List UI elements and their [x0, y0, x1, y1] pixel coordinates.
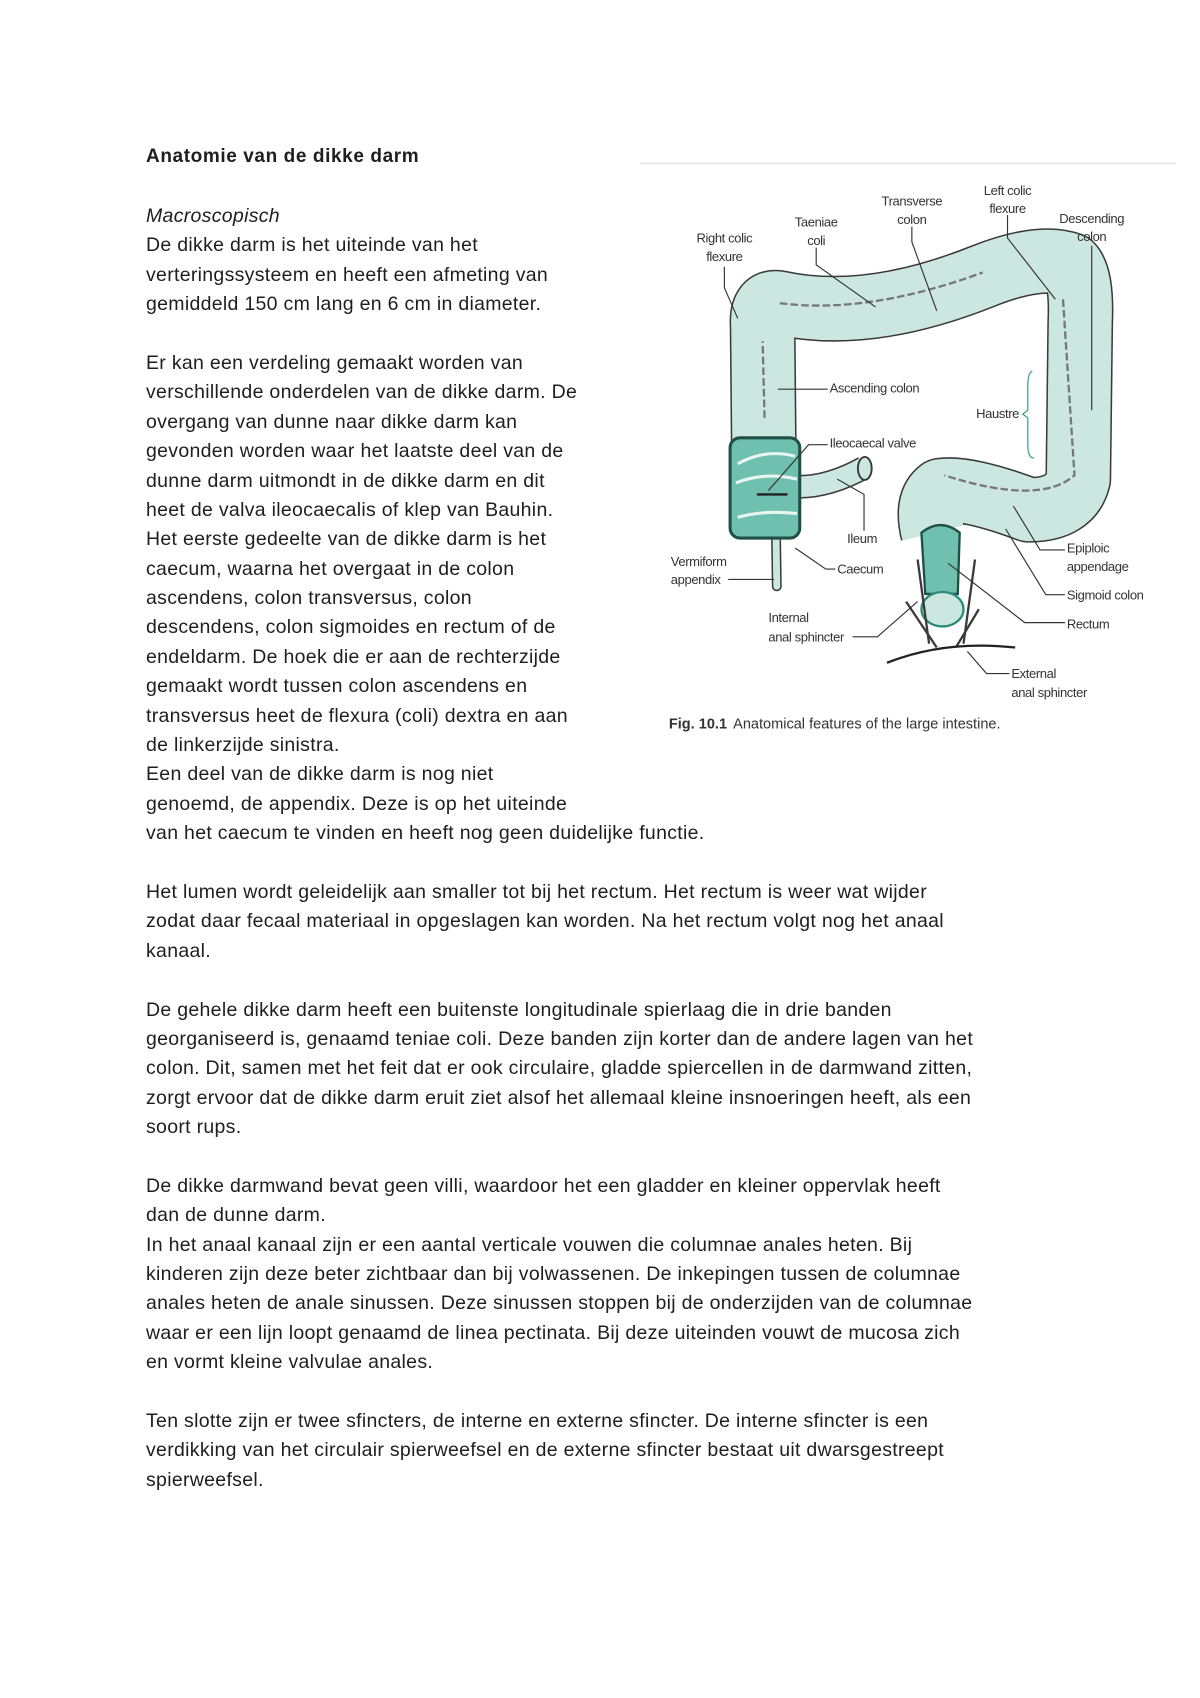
- text-line: De dikke darmwand bevat geen villi, waardoor het een gladder en kleiner oppervlak heeft: [146, 1174, 941, 1197]
- label-right-colic-flexure-2: flexure: [706, 249, 743, 265]
- paragraph-gap: [146, 849, 973, 878]
- text-line: kinderen zijn deze beter zichtbaar dan bij volwassenen. De inkepingen tussen de columnae: [146, 1263, 961, 1286]
- text-line: gemaakt wordt tussen colon ascendens en: [146, 675, 528, 698]
- text-line: dan de dunne darm.: [146, 1204, 326, 1227]
- text-line: Een deel van de dikke darm is nog niet: [146, 763, 494, 786]
- text-line: transversus heet de flexura (coli) dextra en aan: [146, 704, 568, 727]
- label-taeniae-coli: Taeniae: [794, 214, 838, 230]
- label-vermiform-appendix: Vermiform: [670, 553, 727, 569]
- text-line: gevonden worden waar het laatste deel van de: [146, 440, 564, 463]
- text-line: Ten slotte zijn er twee sfincters, de interne en externe sfincter. De interne sfincter is een: [146, 1410, 929, 1433]
- label-left-colic-flexure: Left colic: [983, 182, 1032, 198]
- text-line: soort rups.: [146, 1116, 242, 1139]
- text-line: heet de valva ileocaecalis of klep van Bauhin.: [146, 498, 554, 521]
- text-line: colon. Dit, samen met het feit dat er ook circulaire, gladde spiercellen in de darmwand zitten,: [146, 1057, 973, 1080]
- figure-caption: [669, 717, 1001, 733]
- paragraph: [146, 878, 973, 966]
- label-epiploic-appendage-2: appendage: [1066, 558, 1129, 574]
- text-line: Het lumen wordt geleidelijk aan smaller tot bij het rectum. Het rectum is weer wat wijder: [146, 880, 927, 903]
- text-line: verdikking van het circulair spierweefsel en de externe sfincter bestaat uit dwarsgestreept: [146, 1439, 944, 1462]
- label-descending-colon: Descending: [1059, 210, 1125, 226]
- label-rectum: Rectum: [1066, 616, 1110, 632]
- text-line: ascendens, colon transversus, colon: [146, 587, 472, 610]
- paragraph: [146, 1407, 973, 1495]
- paragraph-gap: [146, 966, 973, 995]
- text-line: kanaal.: [146, 939, 211, 962]
- text-line: en vormt kleine valvulae anales.: [146, 1351, 434, 1374]
- text-line: anales heten de anale sinussen. Deze sinussen stoppen bij de onderzijden van de columnae: [146, 1292, 973, 1315]
- label-caecum: Caecum: [837, 561, 884, 577]
- text-line: van het caecum te vinden en heeft nog geen duidelijke functie.: [146, 822, 705, 845]
- paragraph: [146, 1172, 973, 1378]
- large-intestine-figure: [600, 150, 1200, 770]
- paragraph: [146, 996, 973, 1143]
- text-line: de linkerzijde sinistra.: [146, 734, 340, 757]
- text-line: In het anaal kanaal zijn er een aantal verticale vouwen die columnae anales heten. Bij: [146, 1233, 913, 1256]
- label-descending-colon-2: colon: [1077, 229, 1107, 245]
- caption-text: Anatomical features of the large intestine.: [733, 716, 1001, 733]
- label-left-colic-flexure-2: flexure: [989, 201, 1026, 217]
- text-line: genoemd, de appendix. Deze is op het uiteinde: [146, 792, 568, 815]
- label-external-anal-sphincter-2: anal sphincter: [1011, 685, 1087, 701]
- paragraph-gap: [146, 1143, 973, 1172]
- text-line: georganiseerd is, genaamd teniae coli. Deze banden zijn korter dan de andere lagen van het: [146, 1027, 974, 1050]
- label-external-anal-sphincter: External: [1011, 666, 1056, 682]
- text-line: Er kan een verdeling gemaakt worden van: [146, 351, 524, 374]
- colon-illustration: [730, 261, 1080, 663]
- label-ileum: Ileum: [847, 531, 878, 547]
- label-internal-anal-sphincter: Internal: [768, 610, 809, 626]
- text-line: gemiddeld 150 cm lang en 6 cm in diameter.: [146, 293, 542, 316]
- label-epiploic-appendage: Epiploic: [1066, 540, 1110, 556]
- text-line: dunne darm uitmondt in de dikke darm en dit: [146, 469, 545, 492]
- text-line: waar er een lijn loopt genaamd de linea pectinata. Bij deze uiteinden vouwt de mucosa zich: [146, 1321, 960, 1344]
- caption-number: Fig. 10.1: [668, 716, 728, 733]
- text-line: verteringssysteem en heeft een afmeting van: [146, 263, 549, 286]
- text-line: overgang van dunne naar dikke darm kan: [146, 410, 518, 433]
- label-internal-anal-sphincter-2: anal sphincter: [768, 629, 844, 645]
- text-line: zorgt ervoor dat de dikke darm eruit ziet alsof het allemaal kleine insnoeringen heeft, als een: [146, 1086, 972, 1109]
- label-ileocaecal-valve: Ileocaecal valve: [829, 435, 916, 451]
- label-taeniae-coli-2: coli: [807, 232, 826, 248]
- paragraph-gap: [146, 1378, 973, 1407]
- text-line: De dikke darm is het uiteinde van het: [146, 234, 478, 257]
- text-line: caecum, waarna het overgaat in de colon: [146, 557, 515, 580]
- label-transverse-colon-2: colon: [897, 211, 927, 227]
- text-line: spierweefsel.: [146, 1468, 264, 1491]
- label-ascending-colon: Ascending colon: [829, 380, 920, 396]
- page-title: Anatomie van de dikke darm: [146, 146, 420, 167]
- section-subtitle: Macroscopisch: [146, 205, 280, 227]
- text-line: zodat daar fecaal materiaal in opgeslagen kan worden. Na het rectum volgt nog het anaal: [146, 910, 944, 933]
- label-sigmoid-colon: Sigmoid colon: [1066, 587, 1144, 603]
- label-right-colic-flexure: Right colic: [696, 230, 753, 246]
- text-line: descendens, colon sigmoides en rectum of de: [146, 616, 556, 639]
- text-line: endeldarm. De hoek die er aan de rechterzijde: [146, 645, 561, 668]
- text-line: De gehele dikke darm heeft een buitenste longitudinale spierlaag die in drie banden: [146, 998, 892, 1021]
- text-line: verschillende onderdelen van de dikke darm. De: [146, 381, 578, 404]
- label-vermiform-appendix-2: appendix: [670, 571, 721, 587]
- label-haustre: Haustre: [976, 405, 1020, 421]
- text-line: Het eerste gedeelte van de dikke darm is het: [146, 528, 547, 551]
- label-transverse-colon: Transverse: [881, 193, 943, 209]
